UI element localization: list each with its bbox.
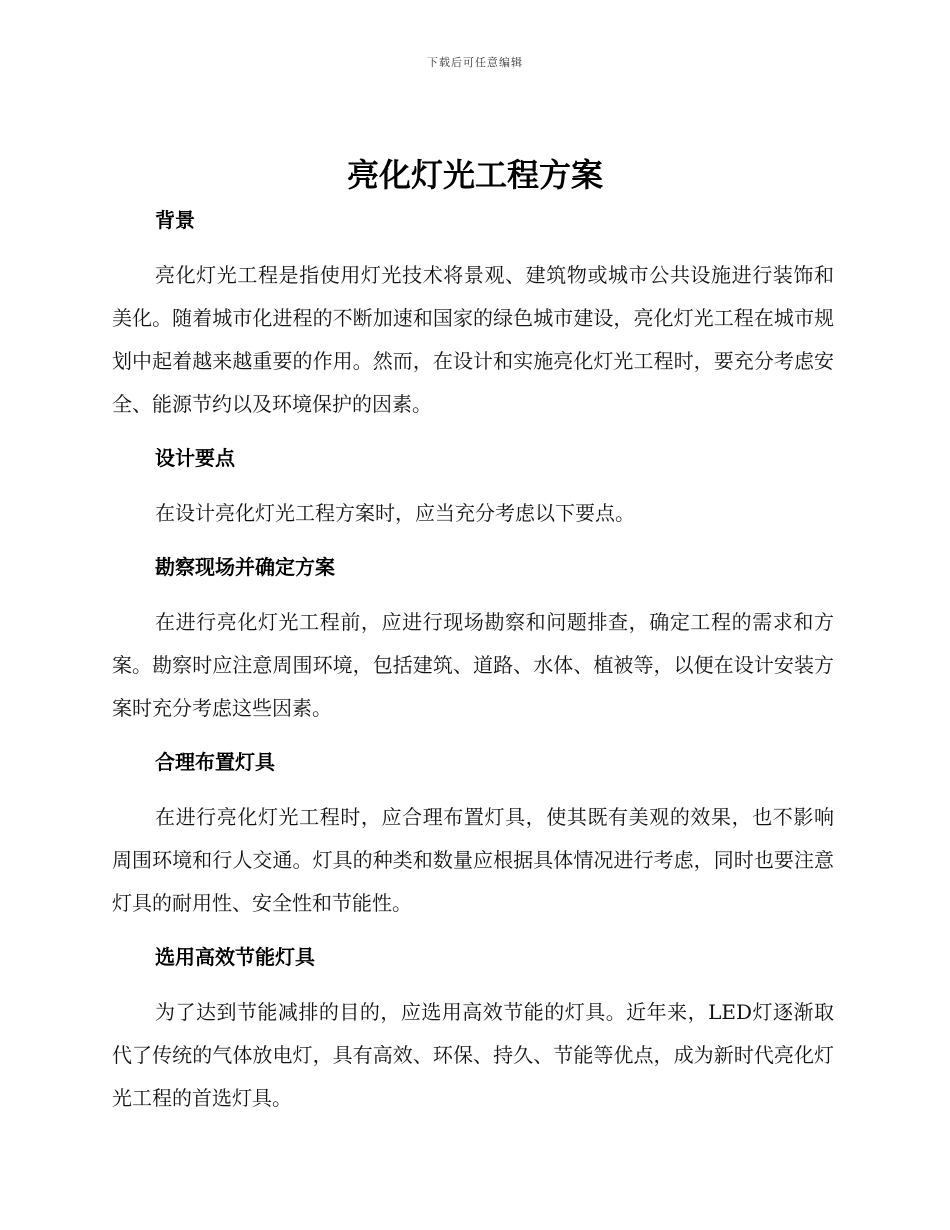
document-body: [112, 200, 834, 1120]
section-design-points: [112, 438, 834, 547]
section-fixture-layout: [112, 742, 834, 937]
section-paragraph: 亮化灯光工程是指使用灯光技术将景观、建筑物或城市公共设施进行装饰和美化。随着城市化进程的不断加速和国家的绿色城市建设，亮化灯光工程在城市规划中起着越来越重要的作用。然而，在设计和实施亮化灯光工程时，要充分考虑安全、能源节约以及环境保护的因素。: [112, 263, 834, 416]
section-site-survey: [112, 547, 834, 742]
section-paragraph: 为了达到节能减排的目的，应选用高效节能的灯具。近年来，LED灯逐渐取代了传统的气体放电灯，具有高效、环保、持久、节能等优点，成为新时代亮化灯光工程的首选灯具。: [112, 1000, 834, 1110]
section-background: [112, 200, 834, 438]
section-heading: 选用高效节能灯具: [155, 945, 315, 969]
header-note: 下载后可任意编辑: [427, 56, 523, 69]
section-paragraph: 在设计亮化灯光工程方案时，应当充分考虑以下要点。: [155, 501, 635, 525]
section-heading: 合理布置灯具: [155, 750, 275, 774]
section-heading: 设计要点: [155, 446, 235, 470]
section-efficient-fixtures: [112, 937, 834, 1120]
section-paragraph: 在进行亮化灯光工程时，应合理布置灯具，使其既有美观的效果，也不影响周围环境和行人交通。灯具的种类和数量应根据具体情况进行考虑，同时也要注意灯具的耐用性、安全性和节能性。: [112, 805, 834, 915]
section-paragraph: 在进行亮化灯光工程前，应进行现场勘察和问题排查，确定工程的需求和方案。勘察时应注意周围环境，包括建筑、道路、水体、植被等，以便在设计安装方案时充分考虑这些因素。: [112, 610, 834, 720]
section-heading: 背景: [155, 208, 195, 232]
section-heading: 勘察现场并确定方案: [155, 555, 335, 579]
document-title: 亮化灯光工程方案: [346, 156, 603, 194]
